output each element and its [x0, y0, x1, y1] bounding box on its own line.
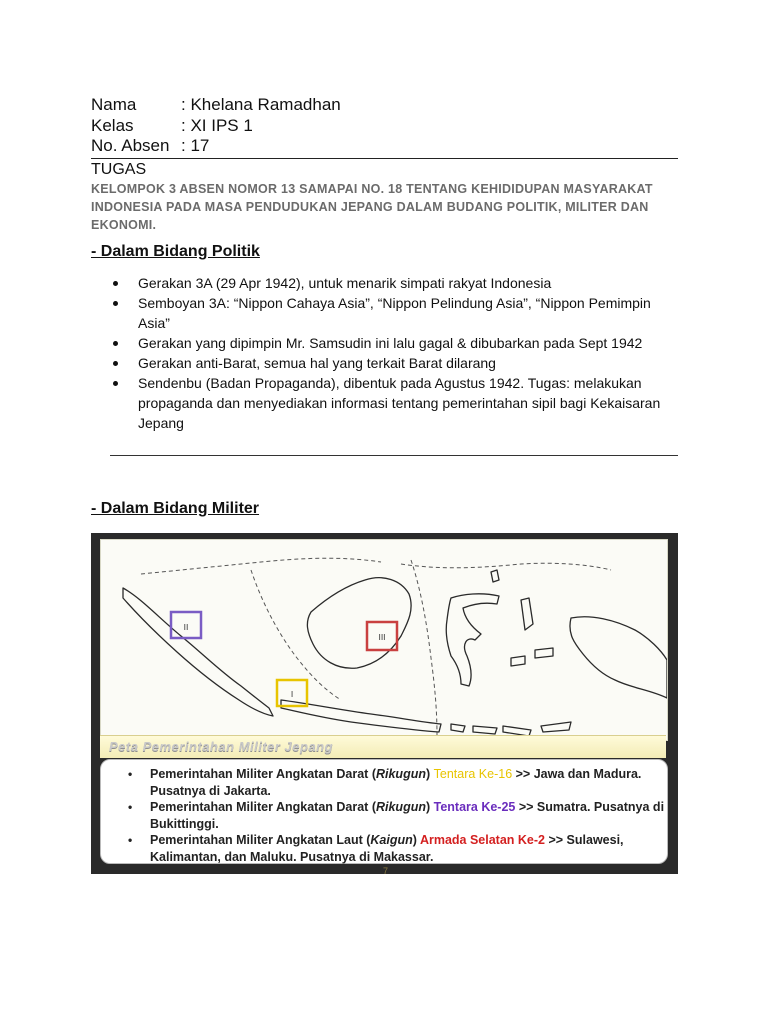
list-divider — [110, 455, 678, 456]
note-text: >> Sumatra. Pusatnya di Bukittinggi. — [150, 800, 665, 831]
map-caption-bar — [100, 735, 666, 758]
zone-java-label: I — [290, 690, 294, 699]
papua-island — [570, 617, 667, 698]
list-item — [91, 273, 681, 293]
list-item-text: Gerakan yang dipimpin Mr. Samsudin ini lalu gagal & dibubarkan pada Sept 1942 — [138, 335, 643, 351]
map-notes-list — [101, 760, 667, 865]
note-italic: Rikugun — [375, 767, 426, 781]
list-item — [91, 373, 681, 433]
list-item — [101, 799, 667, 832]
bullet-icon — [113, 341, 118, 346]
list-item — [91, 353, 681, 373]
politik-list — [91, 273, 681, 433]
slide-page-number: 7 — [383, 866, 389, 874]
name-value: : Khelana Ramadhan — [181, 95, 341, 114]
absen-value: : 17 — [181, 136, 210, 155]
list-item-text: Gerakan 3A (29 Apr 1942), untuk menarik simpati rakyat Indonesia — [138, 275, 552, 291]
list-item — [101, 832, 667, 865]
note-text: Pemerintahan Militer Angkatan Darat ( — [150, 800, 376, 814]
nusa-tenggara — [451, 722, 571, 736]
note-highlight: Tentara Ke-16 — [433, 767, 513, 781]
maluku-islands — [491, 570, 553, 666]
zone-sumatra-label: II — [183, 623, 189, 632]
note-italic: Kaigun — [370, 833, 413, 847]
bullet-icon: • — [128, 833, 133, 847]
military-map-figure — [91, 533, 678, 874]
bullet-icon: • — [128, 800, 133, 814]
class-row — [91, 116, 253, 136]
class-label: Kelas — [91, 116, 134, 135]
note-italic: Rikugun — [375, 800, 426, 814]
map-caption: Peta Pemerintahan Militer Jepang — [109, 739, 334, 754]
note-text: >> Jawa dan Madura. Pusatnya di Jakarta. — [150, 767, 642, 798]
bullet-icon — [113, 361, 118, 366]
bullet-icon — [113, 381, 118, 386]
list-item — [91, 333, 681, 353]
sumatra-island — [123, 588, 273, 716]
militer-heading: - Dalam Bidang Militer — [91, 500, 260, 517]
note-highlight: Armada Selatan Ke-2 — [419, 833, 545, 847]
note-text: Pemerintahan Militer Angkatan Laut ( — [150, 833, 371, 847]
note-highlight: Tentara Ke-25 — [433, 800, 516, 814]
absen-label: No. Absen — [91, 136, 170, 155]
bullet-icon — [113, 301, 118, 306]
zone-sulawesi-label: III — [378, 633, 386, 642]
absen-row — [91, 136, 209, 156]
note-text: Pemerintahan Militer Angkatan Darat ( — [150, 767, 376, 781]
class-value: : XI IPS 1 — [181, 116, 253, 135]
tugas-description: KELOMPOK 3 ABSEN NOMOR 13 SAMAPAI NO. 18 TENTANG KEHIDIDUPAN MASYARAKAT INDONESIA PADA MASA PENDUDUKAN JEPANG DALAM BUDANG POLITIK, MILITER DAN EKONOMI. — [91, 182, 653, 232]
list-item-text: Gerakan anti-Barat, semua hal yang terkait Barat dilarang — [138, 355, 496, 371]
list-item — [91, 293, 681, 333]
header-divider — [91, 158, 678, 159]
bullet-icon — [113, 281, 118, 286]
name-row — [91, 95, 341, 115]
note-text: >> Sulawesi, Kalimantan, dan Maluku. Pusatnya di Makassar. — [150, 833, 624, 864]
tugas-title: TUGAS — [91, 161, 147, 178]
bullet-icon: • — [128, 767, 133, 781]
map-notes-box — [100, 759, 668, 864]
sulawesi-island — [446, 594, 499, 686]
name-label: Nama — [91, 95, 137, 114]
politik-heading: - Dalam Bidang Politik — [91, 243, 260, 260]
note-text: ) — [412, 833, 420, 847]
list-item-text: Semboyan 3A: “Nippon Cahaya Asia”, “Nippon Pelindung Asia”, “Nippon Pemimpin Asia” — [138, 295, 651, 331]
note-text: ) — [425, 800, 434, 814]
note-text: ) — [425, 767, 434, 781]
list-item-text: Sendenbu (Badan Propaganda), dibentuk pada Agustus 1942. Tugas: melakukan propaganda dan menyediakan informasi tentang pemerintahan sipil bagi Kekaisaran Jepang — [138, 375, 661, 431]
list-item — [101, 766, 667, 799]
indonesia-map — [101, 540, 667, 740]
map-panel — [100, 539, 668, 741]
